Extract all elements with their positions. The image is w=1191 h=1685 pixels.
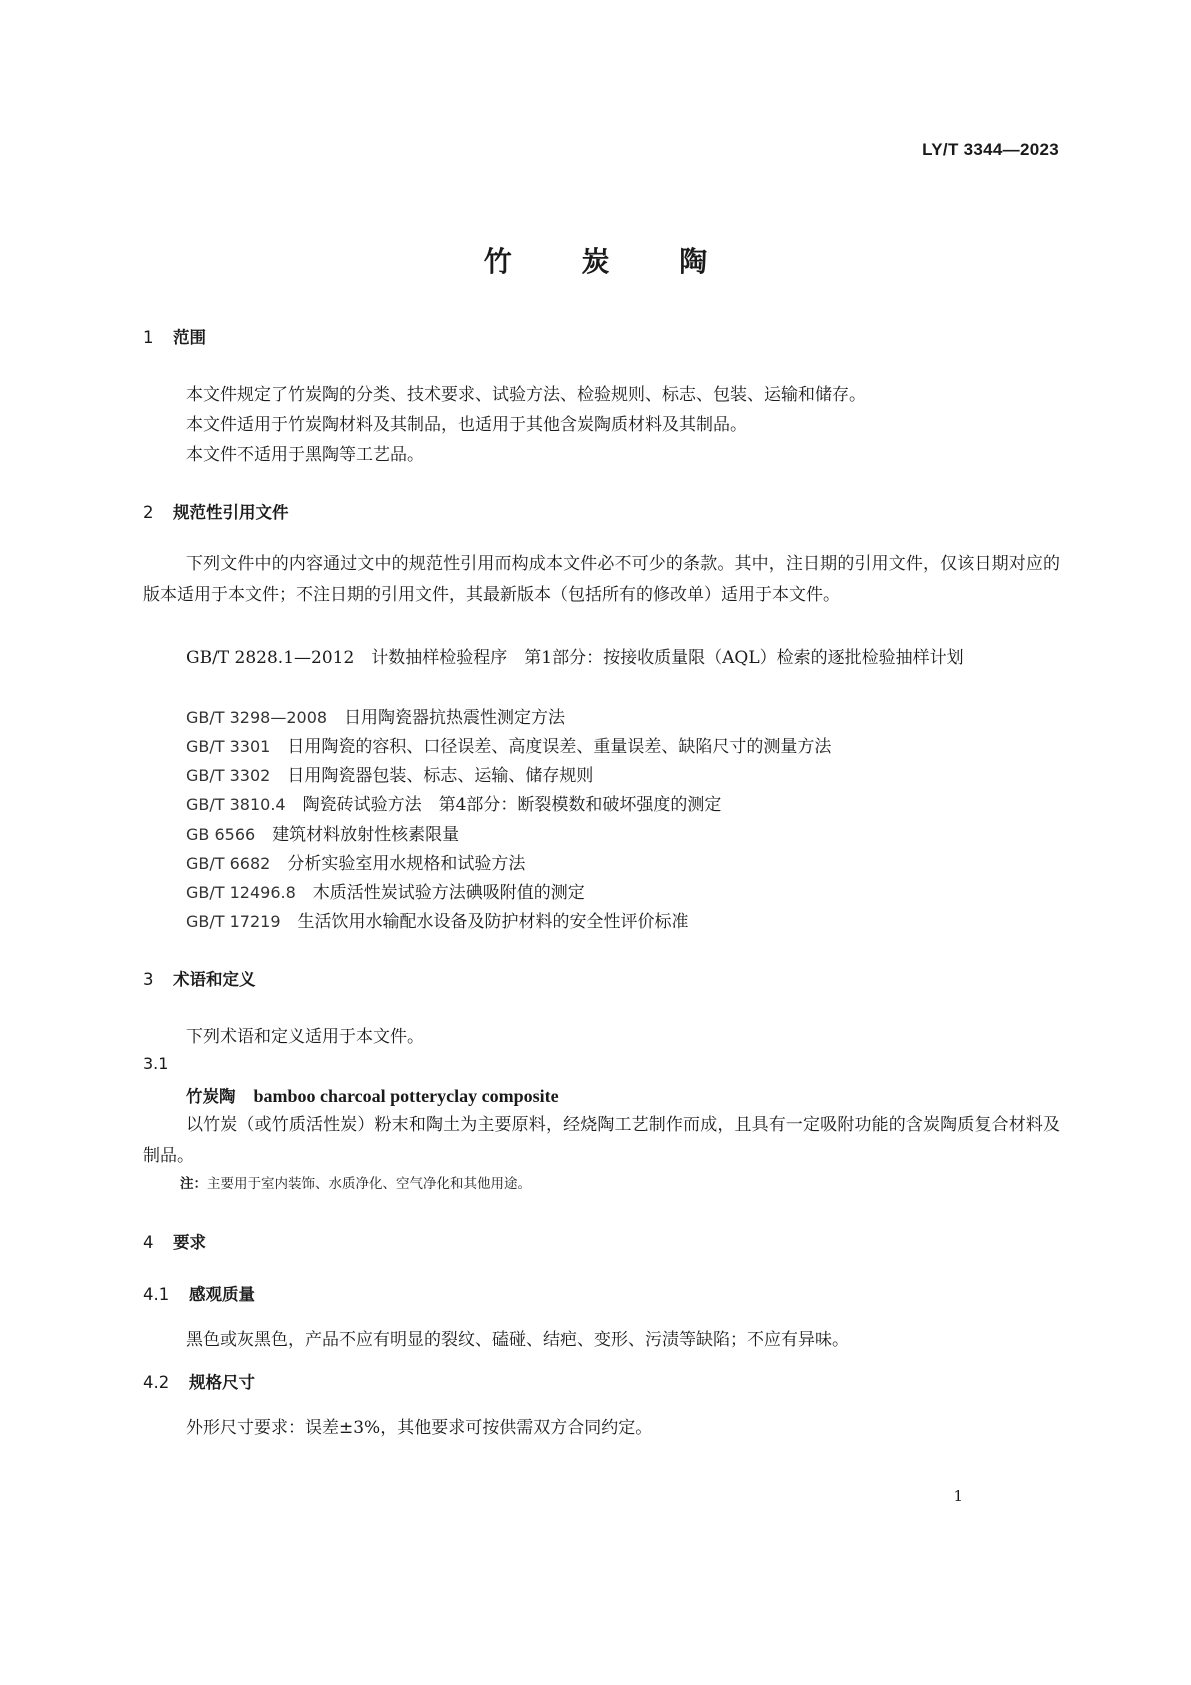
section-title: 规范性引用文件 — [173, 503, 289, 522]
reference-code: GB 6566 — [186, 825, 256, 844]
reference-title: 建筑材料放射性核素限量 — [272, 825, 460, 845]
reference-code: GB/T 3302 — [186, 766, 271, 785]
reference-item — [143, 643, 1060, 674]
scope-para-2: 本文件适用于竹炭陶材料及其制品，也适用于其他含炭陶质材料及其制品。 — [186, 415, 747, 435]
reference-title: 日用陶瓷器抗热震性测定方法 — [344, 708, 566, 728]
reference-title: 生活饮用水输配水设备及防护材料的安全性评价标准 — [297, 912, 689, 932]
term-note — [180, 1172, 531, 1192]
term-definition: 以竹炭（或竹质活性炭）粉末和陶土为主要原料，经烧陶工艺制作而成，且具有一定吸附功能的含炭陶质复合材料及制品。 — [143, 1115, 1060, 1166]
reference-item — [186, 790, 721, 815]
section-number: 4 — [143, 1233, 154, 1252]
dimension-text: 外形尺寸要求：误差±3%，其他要求可按供需双方合同约定。 — [186, 1418, 653, 1438]
reference-item — [186, 849, 525, 874]
reference-code: GB/T 3298—2008 — [186, 708, 328, 727]
reference-item — [186, 703, 565, 728]
appearance-text: 黑色或灰黑色，产品不应有明显的裂纹、磕碰、结疤、变形、污渍等缺陷；不应有异味。 — [186, 1330, 849, 1350]
section-3-heading — [143, 966, 256, 990]
subsection-4-1-heading — [143, 1281, 255, 1305]
section-2-heading — [143, 499, 289, 523]
reference-title: 木质活性炭试验方法碘吸附值的测定 — [312, 883, 585, 903]
standard-number: LY/T 3344—2023 — [922, 140, 1059, 159]
section-4-heading — [143, 1229, 206, 1253]
reference-title: 日用陶瓷的容积、口径误差、高度误差、重量误差、缺陷尺寸的测量方法 — [287, 737, 832, 757]
note-label: 注： — [180, 1176, 207, 1192]
reference-code: GB/T 3810.4 — [186, 795, 286, 814]
reference-code: GB/T 17219 — [186, 912, 281, 931]
reference-title: 日用陶瓷器包装、标志、运输、储存规则 — [287, 766, 594, 786]
subsection-number: 4.2 — [143, 1373, 170, 1392]
reference-code: GB/T 2828.1—2012 — [186, 648, 355, 668]
reference-code: GB/T 6682 — [186, 854, 271, 873]
reference-title: 陶瓷砖试验方法 第4部分：断裂模数和破坏强度的测定 — [302, 795, 722, 815]
reference-item — [186, 820, 459, 845]
document-title: 竹 炭 陶 — [483, 245, 708, 278]
section-1-heading — [143, 324, 206, 348]
terms-intro: 下列术语和定义适用于本文件。 — [186, 1027, 424, 1047]
reference-title: 计数抽样检验程序 第1部分：按接收质量限（AQL）检索的逐批检验抽样计划 — [371, 648, 964, 668]
clause-number: 3.1 — [143, 1054, 169, 1073]
section-title: 范围 — [173, 328, 206, 347]
reference-item — [186, 761, 593, 786]
section-title: 术语和定义 — [173, 970, 256, 989]
reference-item — [186, 907, 689, 932]
subsection-4-2-heading — [143, 1369, 255, 1393]
subsection-number: 4.1 — [143, 1285, 170, 1304]
section-number: 1 — [143, 328, 154, 347]
scope-para-1: 本文件规定了竹炭陶的分类、技术要求、试验方法、检验规则、标志、包装、运输和储存。 — [186, 385, 866, 405]
term-entry — [186, 1083, 559, 1107]
section-number: 3 — [143, 970, 154, 989]
section-number: 2 — [143, 503, 154, 522]
reference-code: GB/T 12496.8 — [186, 883, 296, 902]
subsection-title: 规格尺寸 — [189, 1373, 255, 1392]
page-number: 1 — [953, 1487, 963, 1505]
reference-title: 分析实验室用水规格和试验方法 — [287, 854, 526, 874]
subsection-title: 感观质量 — [189, 1285, 255, 1304]
reference-item — [186, 732, 831, 757]
references-intro: 下列文件中的内容通过文中的规范性引用而构成本文件必不可少的条款。其中，注日期的引用文件，仅该日期对应的版本适用于本文件；不注日期的引用文件，其最新版本（包括所有的修改单）适用于本文件。 — [143, 554, 1060, 605]
section-title: 要求 — [173, 1233, 206, 1252]
scope-para-3: 本文件不适用于黑陶等工艺品。 — [186, 445, 424, 465]
note-text: 主要用于室内装饰、水质净化、空气净化和其他用途。 — [207, 1176, 531, 1192]
term-english: bamboo charcoal potteryclay composite — [253, 1086, 559, 1106]
reference-item — [186, 878, 585, 903]
reference-code: GB/T 3301 — [186, 737, 271, 756]
term-chinese: 竹炭陶 — [186, 1087, 236, 1106]
